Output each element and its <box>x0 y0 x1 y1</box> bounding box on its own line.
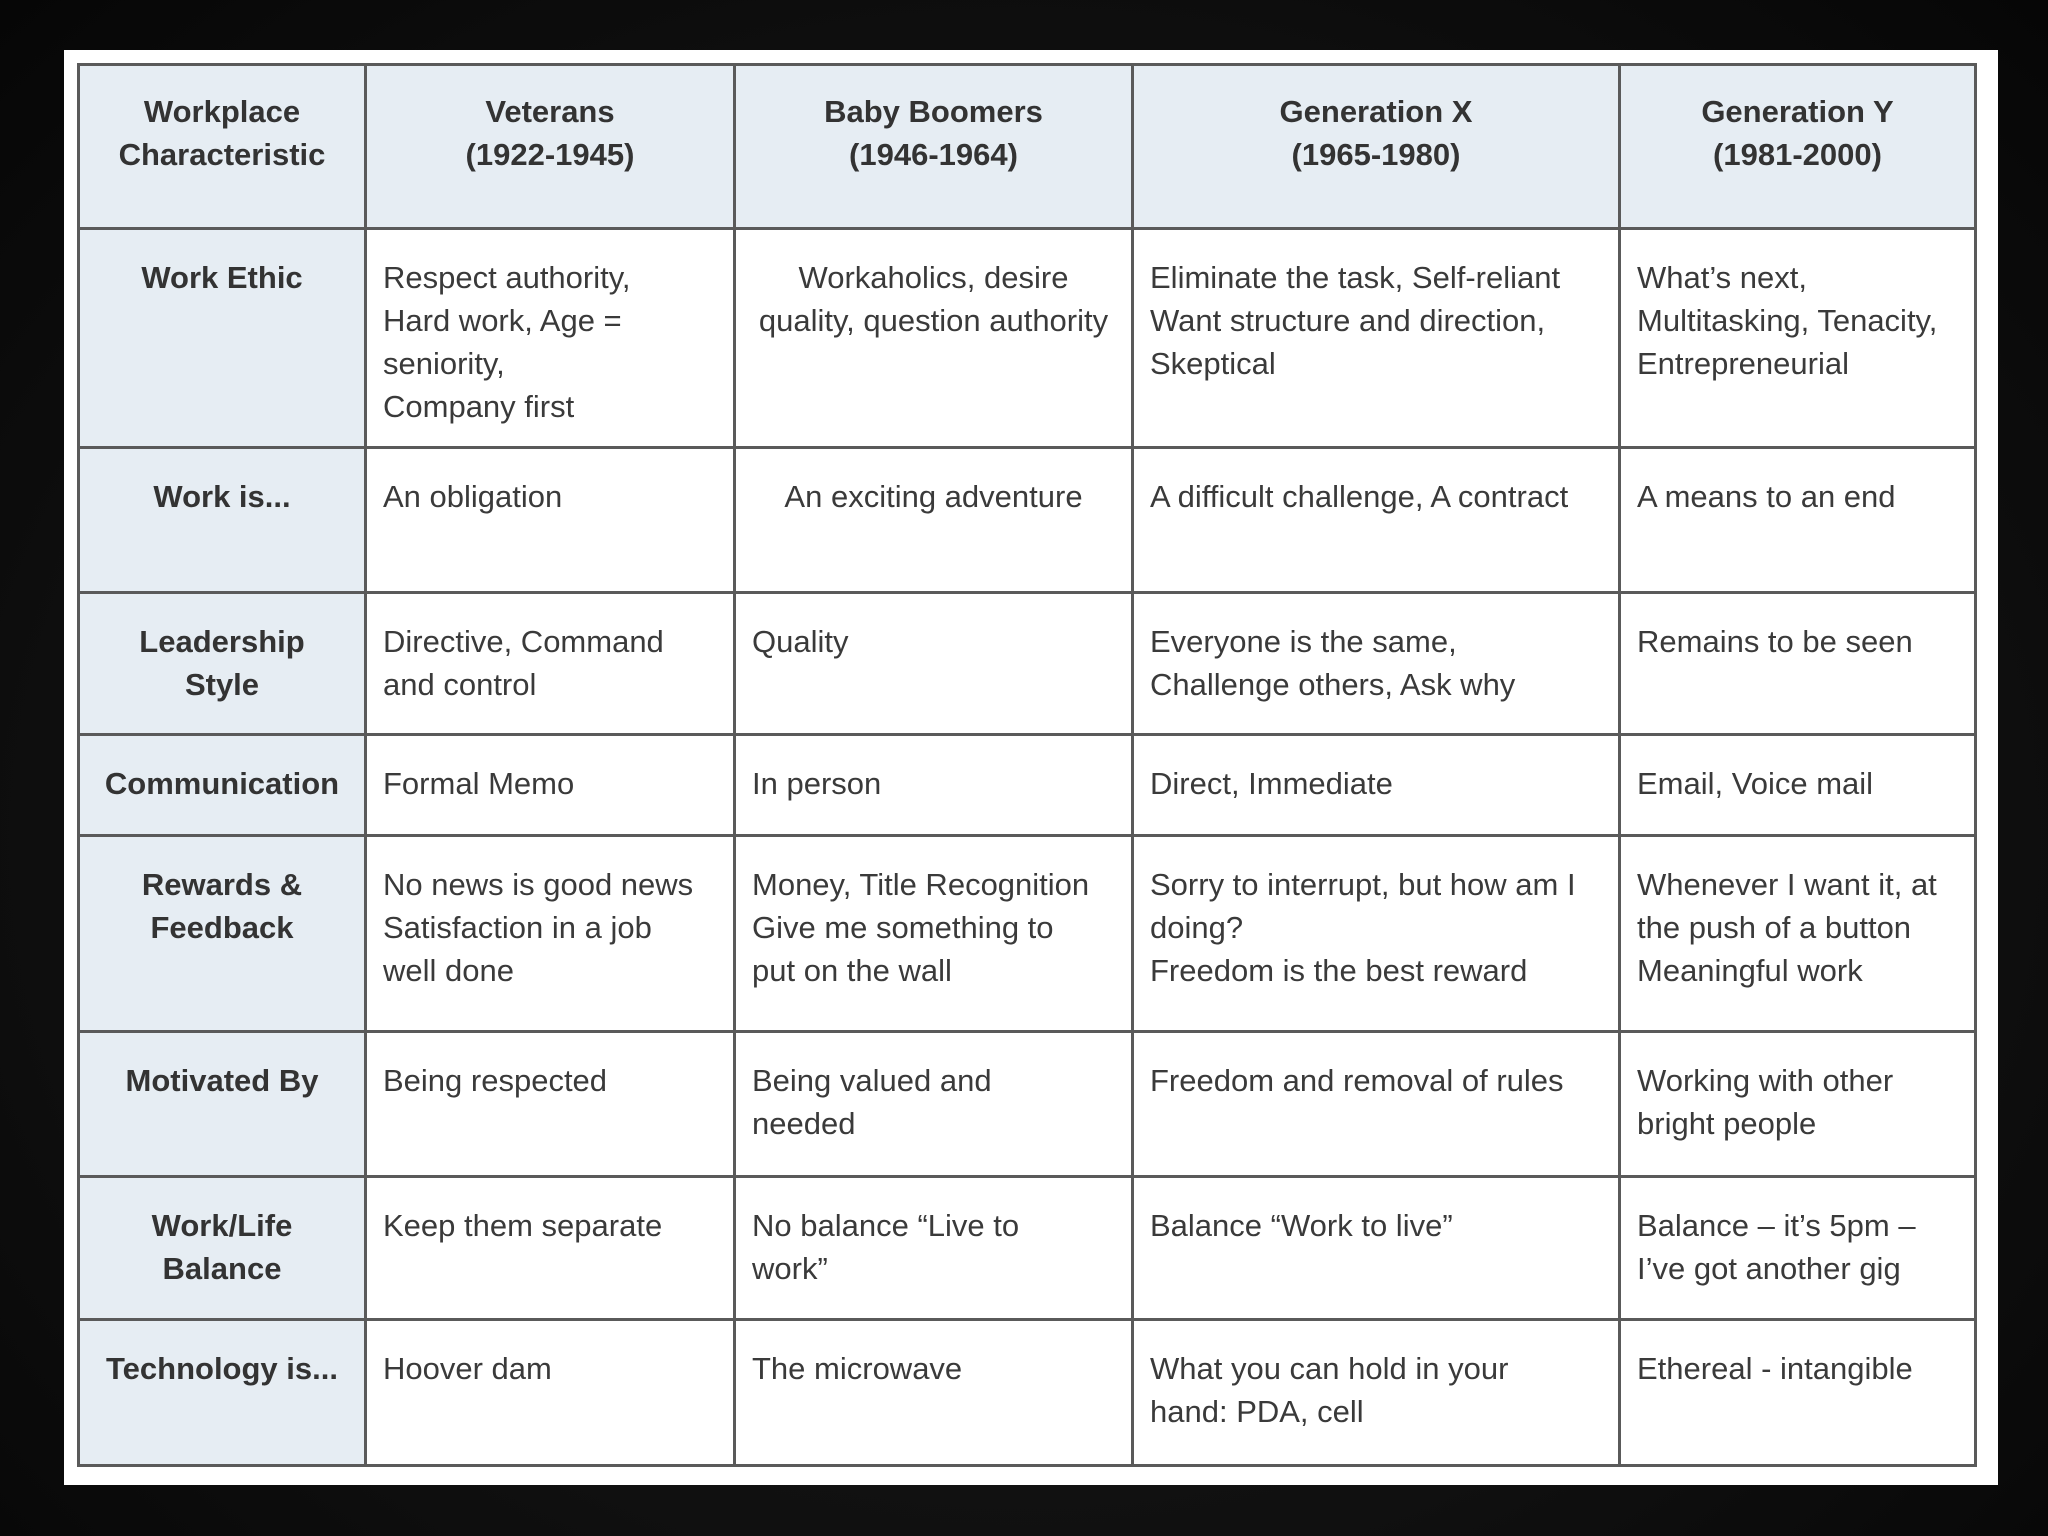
header-generation-y: Generation Y (1981-2000) <box>1620 65 1976 229</box>
row-label-rewards-feedback: Rewards & Feedback <box>79 836 366 1032</box>
cell-veterans-technology-is: Hoover dam <box>366 1320 735 1466</box>
row-label-motivated-by: Motivated By <box>79 1032 366 1177</box>
header-veterans: Veterans (1922-1945) <box>366 65 735 229</box>
cell-veterans-work-life-balance: Keep them separate <box>366 1177 735 1320</box>
row-label-work-ethic: Work Ethic <box>79 229 366 448</box>
cell-veterans-rewards-feedback: No news is good news Satisfaction in a job well done <box>366 836 735 1032</box>
row-label-communication: Communication <box>79 735 366 836</box>
cell-generation-y-technology-is: Ethereal - intangible <box>1620 1320 1976 1466</box>
cell-baby-boomers-leadership-style: Quality <box>735 593 1133 735</box>
cell-generation-y-rewards-feedback: Whenever I want it, at the push of a button Meaningful work <box>1620 836 1976 1032</box>
table-row-leadership-style <box>79 593 1976 735</box>
cell-generation-x-leadership-style: Everyone is the same, Challenge others, Ask why <box>1133 593 1620 735</box>
cell-generation-x-technology-is: What you can hold in your hand: PDA, cell <box>1133 1320 1620 1466</box>
cell-veterans-motivated-by: Being respected <box>366 1032 735 1177</box>
cell-generation-y-communication: Email, Voice mail <box>1620 735 1976 836</box>
table-row-work-ethic <box>79 229 1976 448</box>
cell-baby-boomers-work-ethic: Workaholics, desire quality, question authority <box>735 229 1133 448</box>
row-label-work-life-balance: Work/Life Balance <box>79 1177 366 1320</box>
cell-baby-boomers-work-life-balance: No balance “Live to work” <box>735 1177 1133 1320</box>
row-label-work-is: Work is... <box>79 448 366 593</box>
header-generation-x: Generation X (1965-1980) <box>1133 65 1620 229</box>
table-row-work-is <box>79 448 1976 593</box>
cell-generation-x-rewards-feedback: Sorry to interrupt, but how am I doing? Freedom is the best reward <box>1133 836 1620 1032</box>
cell-veterans-leadership-style: Directive, Command and control <box>366 593 735 735</box>
cell-generation-y-work-ethic: What’s next, Multitasking, Tenacity, Entrepreneurial <box>1620 229 1976 448</box>
generations-comparison-table <box>77 63 1977 1467</box>
cell-generation-x-work-life-balance: Balance “Work to live” <box>1133 1177 1620 1320</box>
cell-baby-boomers-rewards-feedback: Money, Title Recognition Give me something to put on the wall <box>735 836 1133 1032</box>
cell-generation-y-work-life-balance: Balance – it’s 5pm – I’ve got another gig <box>1620 1177 1976 1320</box>
row-label-leadership-style: Leadership Style <box>79 593 366 735</box>
table-header-row <box>79 65 1976 229</box>
table-row-work-life-balance <box>79 1177 1976 1320</box>
table-row-motivated-by <box>79 1032 1976 1177</box>
cell-veterans-work-ethic: Respect authority, Hard work, Age = seniority, Company first <box>366 229 735 448</box>
cell-generation-x-work-is: A difficult challenge, A contract <box>1133 448 1620 593</box>
cell-veterans-work-is: An obligation <box>366 448 735 593</box>
header-workplace-characteristic: Workplace Characteristic <box>79 65 366 229</box>
cell-generation-x-motivated-by: Freedom and removal of rules <box>1133 1032 1620 1177</box>
cell-generation-y-leadership-style: Remains to be seen <box>1620 593 1976 735</box>
cell-generation-y-work-is: A means to an end <box>1620 448 1976 593</box>
cell-baby-boomers-technology-is: The microwave <box>735 1320 1133 1466</box>
cell-generation-y-motivated-by: Working with other bright people <box>1620 1032 1976 1177</box>
cell-generation-x-work-ethic: Eliminate the task, Self-reliant Want structure and direction, Skeptical <box>1133 229 1620 448</box>
cell-baby-boomers-work-is: An exciting adventure <box>735 448 1133 593</box>
row-label-technology-is: Technology is... <box>79 1320 366 1466</box>
cell-baby-boomers-motivated-by: Being valued and needed <box>735 1032 1133 1177</box>
table-row-communication <box>79 735 1976 836</box>
cell-veterans-communication: Formal Memo <box>366 735 735 836</box>
table-row-rewards-feedback <box>79 836 1976 1032</box>
cell-baby-boomers-communication: In person <box>735 735 1133 836</box>
cell-generation-x-communication: Direct, Immediate <box>1133 735 1620 836</box>
header-baby-boomers: Baby Boomers (1946-1964) <box>735 65 1133 229</box>
table-image-frame <box>64 50 1998 1485</box>
table-row-technology-is <box>79 1320 1976 1466</box>
